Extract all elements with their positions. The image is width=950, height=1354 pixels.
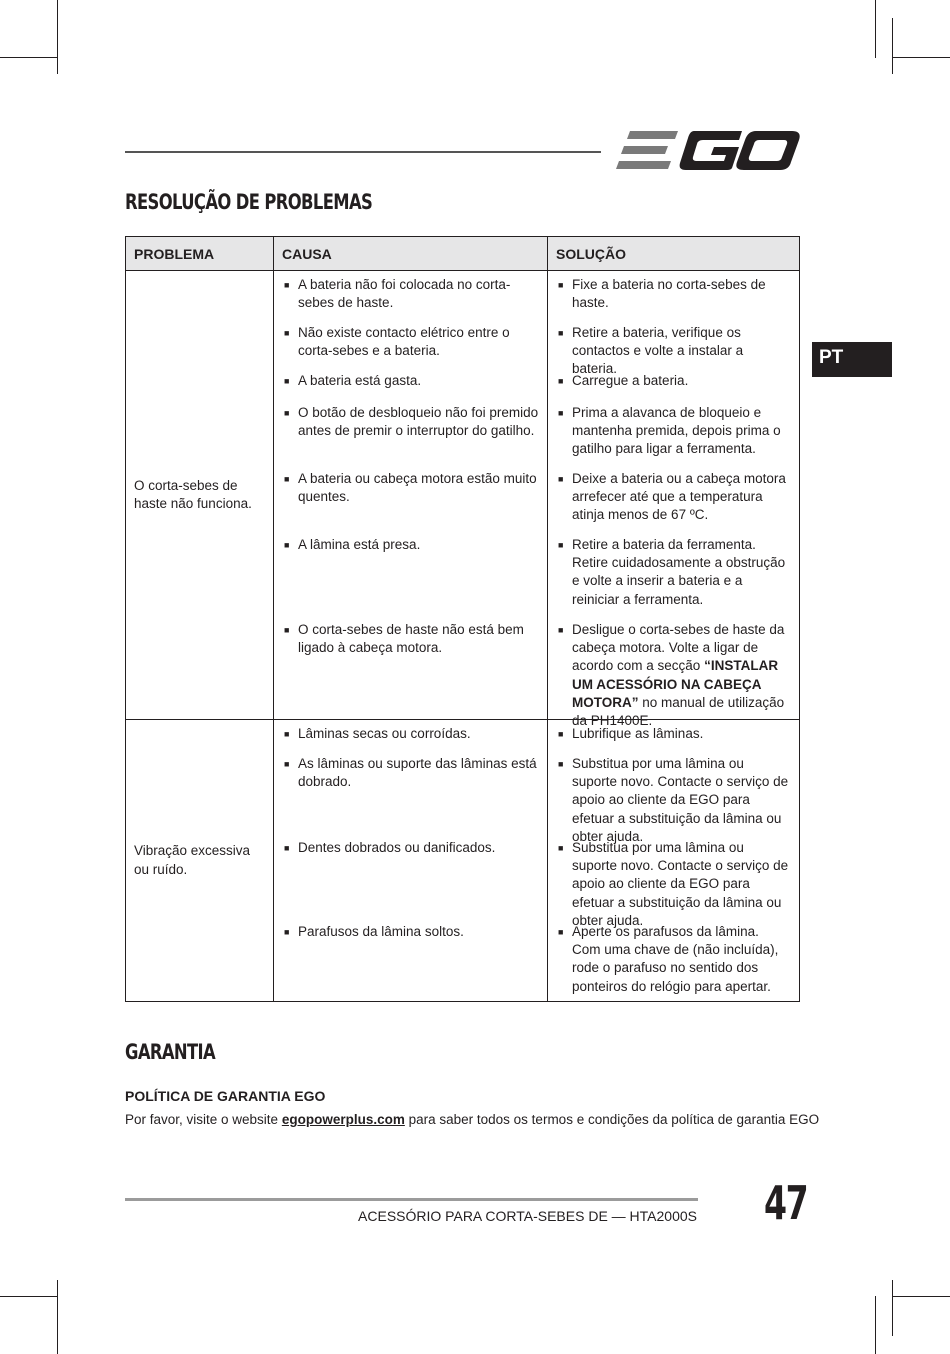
bullet-icon: ■: [558, 280, 564, 290]
ego-logo: [616, 128, 800, 173]
bullet-icon: ■: [284, 843, 290, 853]
solution-item: ■ Deixe a bateria ou a cabeça motora arrefecer até que a temperatura atinja menos de 67 ºC.: [558, 470, 791, 536]
crop-mark: [57, 0, 58, 74]
problem-cell: Vibração excessiva ou ruído.: [126, 720, 274, 1002]
warranty-subtitle: POLÍTICA DE GARANTIA EGO: [125, 1088, 326, 1104]
solution-item: ■ Substitua por uma lâmina ou suporte novo. Contacte o serviço de apoio ao cliente da EGO para efetuar a substituição da lâmina ou obter ajuda.: [558, 756, 789, 844]
cause-item: ■ A bateria está gasta.: [284, 372, 539, 404]
bullet-icon: ■: [284, 759, 290, 769]
table-row: [126, 720, 800, 1002]
solution-item: ■ Prima a alavanca de bloqueio e mantenha premida, depois prima o gatilho para ligar a ferramenta.: [558, 404, 791, 470]
cause-item: ■ Parafusos da lâmina soltos.: [284, 923, 539, 997]
solution-item: ■ Carregue a bateria.: [558, 372, 791, 404]
bullet-icon: ■: [284, 625, 290, 635]
bullet-icon: ■: [284, 540, 290, 550]
crop-mark: [875, 1296, 876, 1354]
cause-item: ■ Lâminas secas ou corroídas.: [284, 725, 539, 755]
solution-item: ■ Fixe a bateria no corta-sebes de haste.: [558, 276, 791, 324]
bullet-icon: ■: [558, 843, 564, 853]
header-solucao: SOLUÇÃO: [548, 237, 800, 271]
bullet-icon: ■: [284, 408, 290, 418]
bullet-icon: ■: [284, 927, 290, 937]
troubleshooting-title: RESOLUÇÃO DE PROBLEMAS: [125, 190, 373, 214]
header-problema: PROBLEMA: [126, 237, 274, 271]
bullet-icon: ■: [558, 408, 564, 418]
cause-item: ■ Dentes dobrados ou danificados.: [284, 839, 539, 923]
solution-item: ■ Aperte os parafusos da lâmina. Com uma chave de (não incluída), rode o parafuso no sentido dos ponteiros do relógio para apertar.: [558, 923, 791, 997]
solution-cell: [548, 720, 800, 1002]
warranty-link[interactable]: egopowerplus.com: [281, 1112, 405, 1127]
cause-item: ■ As lâminas ou suporte das lâminas está dobrado.: [284, 755, 539, 839]
bullet-icon: ■: [558, 759, 564, 769]
cause-item: ■ O corta-sebes de haste não está bem ligado à cabeça motora.: [284, 621, 539, 715]
bullet-icon: ■: [284, 474, 290, 484]
crop-mark: [0, 1296, 57, 1297]
cause-item: ■ A lâmina está presa.: [284, 536, 539, 621]
bullet-icon: ■: [558, 376, 564, 386]
crop-mark: [875, 0, 876, 58]
cause-item: ■ Não existe contacto elétrico entre o corta-sebes e a bateria.: [284, 324, 539, 372]
warranty-title: GARANTIA: [125, 1040, 216, 1064]
crop-mark: [0, 57, 57, 58]
cause-item: ■ A bateria não foi colocada no corta-sebes de haste.: [284, 276, 539, 324]
page-number: 47: [764, 1176, 808, 1230]
troubleshooting-table: [125, 236, 800, 1002]
solution-item: ■ Retire a bateria, verifique os contactos e volte a instalar a bateria.: [558, 325, 744, 377]
header-causa: CAUSA: [274, 237, 548, 271]
solution-item: ■ Retire a bateria da ferramenta. Retire cuidadosamente a obstrução e volte a inserir a bateria e a reiniciar a ferramenta.: [558, 536, 791, 621]
bullet-icon: ■: [558, 540, 564, 550]
table-header-row: [126, 237, 800, 271]
problem-cell: O corta-sebes de haste não funciona.: [126, 271, 274, 720]
solution-cell: [548, 271, 800, 729]
crop-mark: [892, 57, 950, 58]
crop-mark: [892, 18, 893, 74]
bullet-icon: ■: [284, 376, 290, 386]
solution-item: ■ Desligue o corta-sebes de haste da cabeça motora. Volte a ligar de acordo com a secção “INSTALAR UM ACESSÓRIO NA CABEÇA MOTORA” no manual de utilização da PH1400E.: [558, 622, 785, 729]
table-row: [126, 271, 800, 720]
crop-mark: [892, 1280, 893, 1336]
crop-mark: [57, 1280, 58, 1354]
cause-cell: [274, 271, 548, 720]
bullet-icon: ■: [558, 328, 564, 338]
bullet-icon: ■: [284, 280, 290, 290]
bullet-icon: ■: [284, 328, 290, 338]
solution-item: ■ Lubrifique as lâminas.: [558, 725, 791, 755]
header-rule: [125, 151, 601, 153]
solution-item: ■ Substitua por uma lâmina ou suporte novo. Contacte o serviço de apoio ao cliente da EGO para efetuar a substituição da lâmina ou obter ajuda.: [558, 840, 789, 928]
bullet-icon: ■: [558, 927, 564, 937]
footer-text: ACESSÓRIO PARA CORTA-SEBES DE — HTA2000S: [358, 1208, 697, 1224]
warranty-paragraph: Por favor, visite o website egopowerplus.com para saber todos os termos e condições da política de garantia EGO: [125, 1112, 820, 1127]
language-tab: PT: [812, 342, 892, 377]
bullet-icon: ■: [284, 729, 290, 739]
cause-cell: [274, 720, 548, 1002]
bullet-icon: ■: [558, 625, 564, 635]
cause-item: ■ O botão de desbloqueio não foi premido antes de premir o interruptor do gatilho.: [284, 404, 539, 470]
bullet-icon: ■: [558, 474, 564, 484]
bullet-icon: ■: [558, 729, 564, 739]
footer-rule: [125, 1198, 698, 1201]
cause-item: ■ A bateria ou cabeça motora estão muito quentes.: [284, 470, 539, 536]
crop-mark: [892, 1296, 950, 1297]
